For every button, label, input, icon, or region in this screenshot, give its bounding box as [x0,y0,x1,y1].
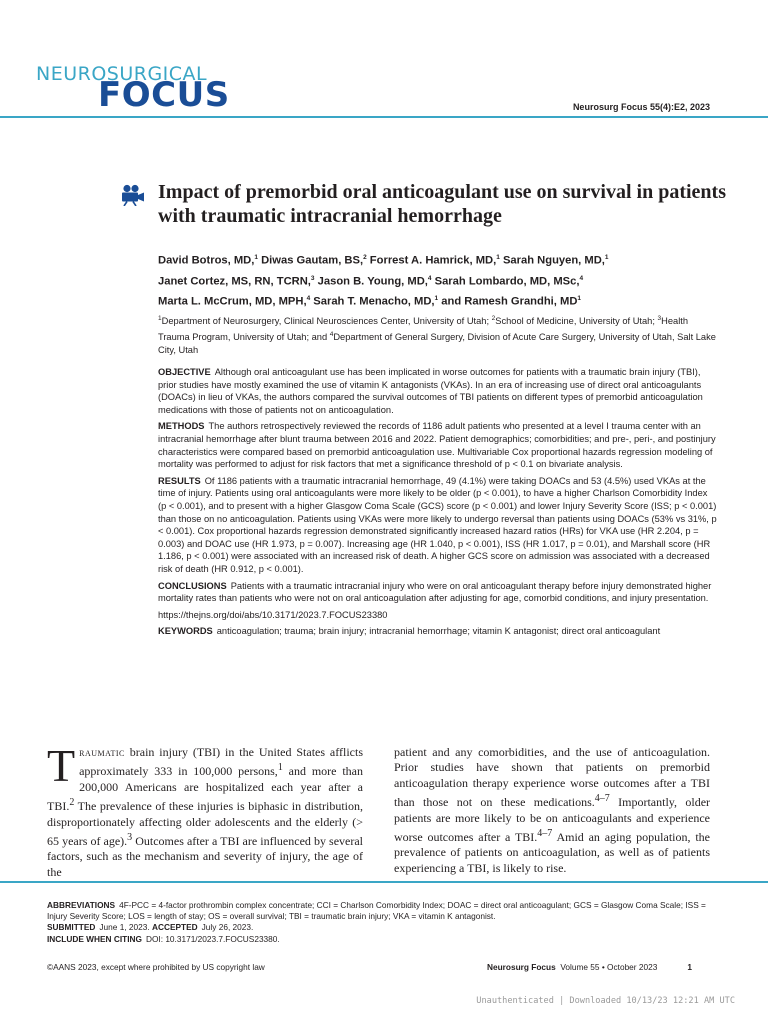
accepted-label: ACCEPTED [152,922,198,933]
author-affiliation-ref: 3 [310,274,315,282]
abstract-results [158,475,718,576]
download-stamp: Unauthenticated | Downloaded 10/13/23 12:21 AM UTC [476,996,735,1006]
abbreviations-label: ABBREVIATIONS [47,900,116,910]
body-text: Outcomes after a TBI are influenced by several factors, such as the mechanism and severity of injury, the age of the [47,834,363,879]
conclusions-text: Patients with a traumatic intracranial injury who were on oral anticoagulant therapy before injury demonstrated higher mortality rates than patients who were not on oral anticoagulation after adjusting for age, comorbid conditions, and injury presentation. [158,580,712,604]
objective-text: Although oral anticoagulant use has been implicated in worse outcomes for patients with a traumatic brain injury (TBI), prior studies have mostly examined the use of vitamin K antagonists (VKAs). In an era of increasing use of direct oral anticoagulants (DOACs) in lieu of VKAs, the authors compared the survival outcomes of TBI patients on different types of premorbid anticoagulation medications with those of patients not on anticoagulation. [158,367,703,415]
affiliation-number: 3 [657,315,662,322]
author-name: Diwas Gautam, BS, [261,254,364,267]
body-column-left [47,740,363,880]
article-title: Impact of premorbid oral anticoagulant use on survival in patients with traumatic intracranial hemorrhage [158,181,726,227]
body-text: Importantly, older patients are more likely to be on anticoagulants and experience worse outcomes after a TBI. [394,795,711,845]
article-notes [47,900,727,945]
citing-doi: DOI: 10.3171/2023.7.FOCUS23380. [145,933,280,944]
keywords-label: KEYWORDS [158,626,213,637]
abstract-conclusions [158,580,718,605]
body-text: patient and any comorbidities, and the use of anticoagulation. Prior studies have shown that patients on premorbid anticoagulation therapy experience worse outcomes after a TBI than those not on these medications. [394,745,710,810]
body-text: brain injury (TBI) in the United States afflicts approximately 333 in 100,000 persons, [79,745,363,779]
dates [47,922,727,933]
body-text: and more than 200,000 Americans are hospitalized each year after a TBI. [47,764,363,814]
body-text: Amid an aging population, the prevalence of patients on anticoagulation, as well as of patients experiencing a TBI, is likely to rise. [394,830,710,875]
keywords-text: anticoagulation; trauma; brain injury; intracranial hemorrhage; vitamin K antagonist; direct oral anticoagulant [216,626,661,637]
author-name: Forrest A. Hamrick, MD, [369,254,497,267]
header-divider [0,116,768,118]
objective-label: OBJECTIVE [158,367,211,377]
author-affiliation-ref: 1 [254,254,258,261]
journal-citation: Neurosurg Focus 55(4):E2, 2023 [572,102,710,112]
methods-label: METHODS [158,421,205,432]
journal-logo-main: FOCUS [98,75,230,115]
author-affiliation-ref: 4 [306,295,311,303]
conclusions-label: CONCLUSIONS [158,580,227,591]
citation-ref[interactable]: 4–7 [594,793,610,805]
author-affiliation-ref: 4 [427,274,432,282]
results-text: Of 1186 patients with a traumatic intracranial hemorrhage, 49 (4.1%) were taking DOACs and 53 (4.5%) used VKAs at the time of injury. Patients using oral anticoagulants were more likely to be older (p < 0.001), to have a higher Charlson Comorbidity Index (p < 0.001), and to present with a higher Glasgow Coma Scale (GCS) score (p < 0.001) and lower Injury Severity Score (ISS; p < 0.001) than those on no anticoagulation. Patients using VKAs were more likely to undergo reversal than patients using DOACs (53% vs 31%, p < 0.001). Cox proportional hazards regression demonstrated significantly increased hazard ratios (HRs) for VKA use (HR 2.204, p = 0.003) and DOAC use (HR 1.973, p = 0.007). Increasing age (HR 1.040, p < 0.001), ISS (HR 1.017, p = 0.01), and Marshall score (HR 1.186, p < 0.001) were associated with an increased risk of death. A higher GCS score on admission was associated with a decreased risk of death (HR 0.912, p < 0.001). [158,475,717,574]
author-name: Marta L. McCrum, MD, MPH, [158,296,307,309]
body-text: The prevalence of these injuries is biphasic in distribution, disproportionately affecting older adolescents and the elderly (> 65 years of age). [47,799,363,849]
author-name: Janet Cortez, MS, RN, TCRN, [158,275,311,288]
citation-ref[interactable]: 3 [127,832,133,844]
footer-issue: Volume 55 • October 2023 [560,962,658,972]
citation-ref[interactable]: 1 [277,762,283,774]
submitted-label: SUBMITTED [47,922,96,933]
video-camera-icon[interactable] [121,184,145,206]
affiliation-number: 4 [329,331,334,339]
author-name: Jason B. Young, MD, [317,275,428,288]
affiliation-text: Health Trauma Program, University of Utah; and [158,316,689,343]
affiliation-number: 2 [491,315,496,322]
journal-logo-top: NEUROSURGICAL [36,63,208,85]
footer-divider [0,881,768,883]
accepted-date: July 26, 2023. [201,922,254,933]
author-affiliation-ref: 1 [496,254,500,261]
abstract-objective [158,366,718,416]
page-number: 1 [687,962,692,972]
submitted-date: June 1, 2023. [99,922,150,933]
copyright: ©AANS 2023, except where prohibited by US copyright law [47,962,265,972]
citation-ref[interactable]: 4–7 [537,828,553,840]
abstract [158,366,718,642]
author-list [158,249,718,311]
author-name: Sarah Lombardo, MD, MSc, [434,275,580,288]
citation-ref[interactable]: 2 [69,797,75,809]
author-affiliation-ref: 4 [579,274,584,282]
affiliation-text: Department of Neurosurgery, Clinical Neurosciences Center, University of Utah; [161,316,492,327]
author-name: Sarah Nguyen, MD, [502,254,605,267]
first-word: raumatic [79,745,125,759]
drop-cap: T [47,740,76,791]
include-when-citing [47,934,727,945]
author-name: Sarah T. Menacho, MD, [313,296,435,309]
affiliation-text: School of Medicine, University of Utah; [495,316,658,327]
author-name: David Botros, MD, [158,254,255,267]
footer-journal-info [487,962,692,972]
author-name: and Ramesh Grandhi, MD [441,296,578,309]
citing-label: INCLUDE WHEN CITING [47,933,142,944]
author-affiliation-ref: 2 [363,254,367,261]
body-column-right [394,745,710,876]
affiliations [158,312,718,357]
author-affiliation-ref: 1 [577,295,582,303]
abstract-keywords [158,625,718,638]
affiliation-number: 1 [158,315,162,322]
doi-link[interactable]: https://thejns.org/doi/abs/10.3171/2023.7.FOCUS23380 [158,609,388,620]
author-affiliation-ref: 1 [434,295,439,303]
footer-journal: Neurosurg Focus [487,962,556,972]
abstract-methods [158,420,718,470]
author-affiliation-ref: 1 [604,254,609,261]
abbreviations-text: 4F-PCC = 4-factor prothrombin complex concentrate; CCI = Charlson Comorbidity Index; DOAC = direct oral anticoagulant; GCS = Glasgow Coma Scale; ISS = Injury Severity Score; LOS = length of stay; OS = overall survival; TBI = traumatic brain injury; VKA = vitamin K antagonist. [47,900,706,922]
affiliation-text: Department of General Surgery, Division of Acute Care Surgery, University of Utah, Salt Lake City, Utah [158,332,716,356]
abbreviations [47,900,727,922]
methods-text: The authors retrospectively reviewed the records of 1186 adult patients who presented at a level I trauma center with an intracranial hemorrhage after blunt trauma between 2016 and 2022. Patient demographics; comorbidities; and pre-, peri-, and postinjury characteristics were compared based on premorbid anticoagulation use. Multivariable Cox proportional hazards regression modeling of mortality was performed to adjust for risk factors that met a significance threshold of p < 0.1 on bivariate analysis. [158,421,716,470]
results-label: RESULTS [158,475,201,486]
